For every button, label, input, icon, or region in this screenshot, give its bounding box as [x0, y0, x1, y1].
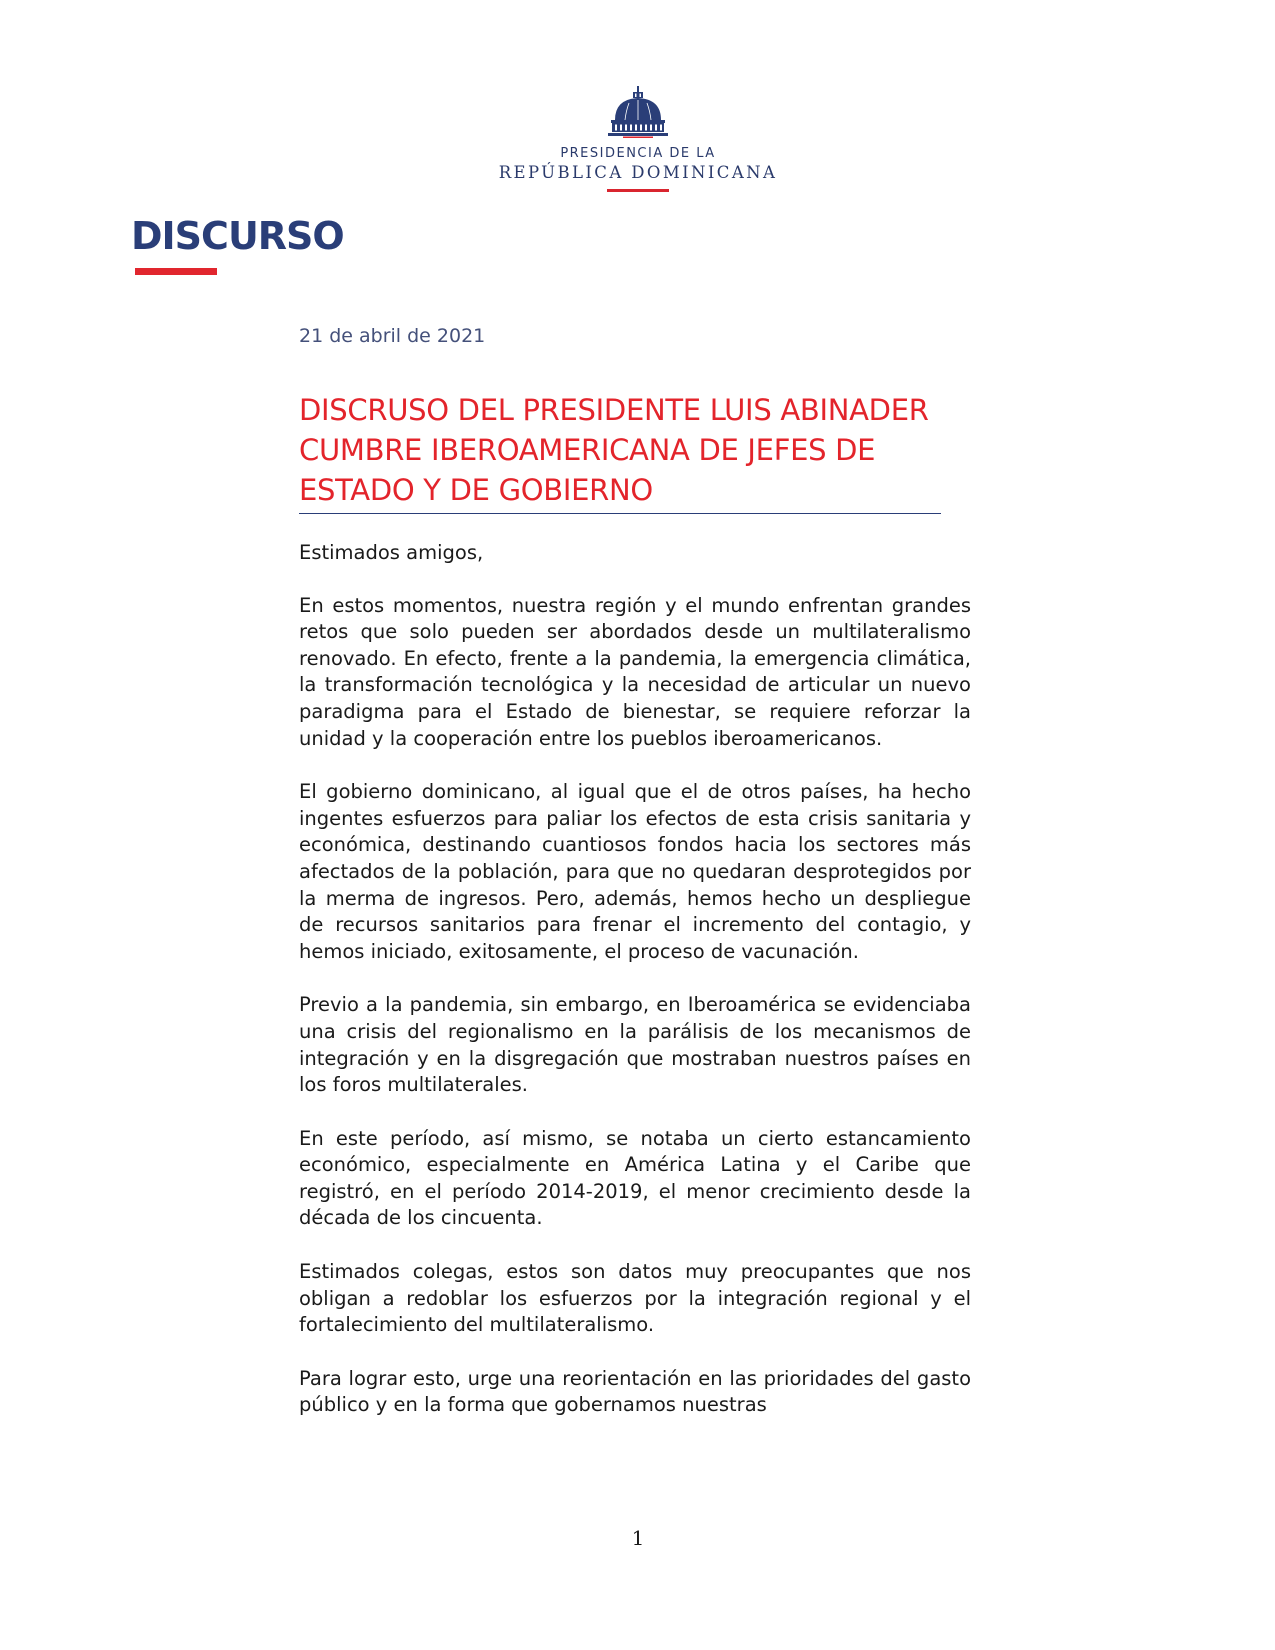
paragraph: En estos momentos, nuestra región y el mundo enfrentan grandes retos que solo pueden ser abordados desde un multilateralismo renovado. En efecto, frente a la pandemia, la emergencia climática, la transformación tecnológica y la necesidad de articular un nuevo paradigma para el Estado de bienestar, se requiere reforzar la unidad y la cooperación entre los pueblos iberoamericanos.: [299, 593, 971, 750]
logo-underline: [607, 189, 669, 192]
paragraph: En este período, así mismo, se notaba un cierto estancamiento económico, especialmente en América Latina y el Caribe que registró, en el período 2014-2019, el menor crecimiento desde la década de los cincuenta.: [299, 1126, 971, 1230]
document-type-heading: DISCURSO: [131, 214, 344, 258]
title-divider: [299, 513, 941, 514]
institution-name-line2: REPÚBLICA DOMINICANA: [498, 163, 778, 182]
speech-body: [299, 540, 971, 1446]
paragraph: Para lograr esto, urge una reorientación en las prioridades del gasto público y en la forma que gobernamos nuestras: [299, 1366, 971, 1417]
speech-date: 21 de abril de 2021: [299, 325, 486, 347]
speech-title: DISCRUSO DEL PRESIDENTE LUIS ABINADER CUMBRE IBEROAMERICANA DE JEFES DE ESTADO Y DE GOBIERNO: [299, 393, 929, 507]
paragraph: El gobierno dominicano, al igual que el de otros países, ha hecho ingentes esfuerzos para paliar los efectos de esta crisis sanitaria y económica, destinando cuantiosos fondos hacia los sectores más afectados de la población, para que no quedaran desprotegidos por la merma de ingresos. Pero, además, hemos hecho un despliegue de recursos sanitarios para frenar el incremento del contagio, y hemos iniciado, exitosamente, el proceso de vacunación.: [299, 780, 971, 963]
paragraph: Previo a la pandemia, sin embargo, en Iberoamérica se evidenciaba una crisis del regionalismo en la parálisis de los mecanismos de integración y en la disgregación que mostraban nuestros países en los foros multilaterales.: [299, 993, 971, 1097]
greeting: Estimados amigos,: [299, 541, 484, 564]
presidency-logo: [480, 86, 796, 192]
paragraph: Estimados colegas, estos son datos muy preocupantes que nos obligan a redoblar los esfuerzos por la integración regional y el fortalecimiento del multilateralismo.: [299, 1260, 971, 1337]
institution-name-line1: PRESIDENCIA DE LA: [560, 146, 716, 161]
page-number: 1: [631, 1526, 645, 1550]
document-type-underline: [135, 268, 217, 275]
capitol-dome-icon: [605, 86, 671, 138]
